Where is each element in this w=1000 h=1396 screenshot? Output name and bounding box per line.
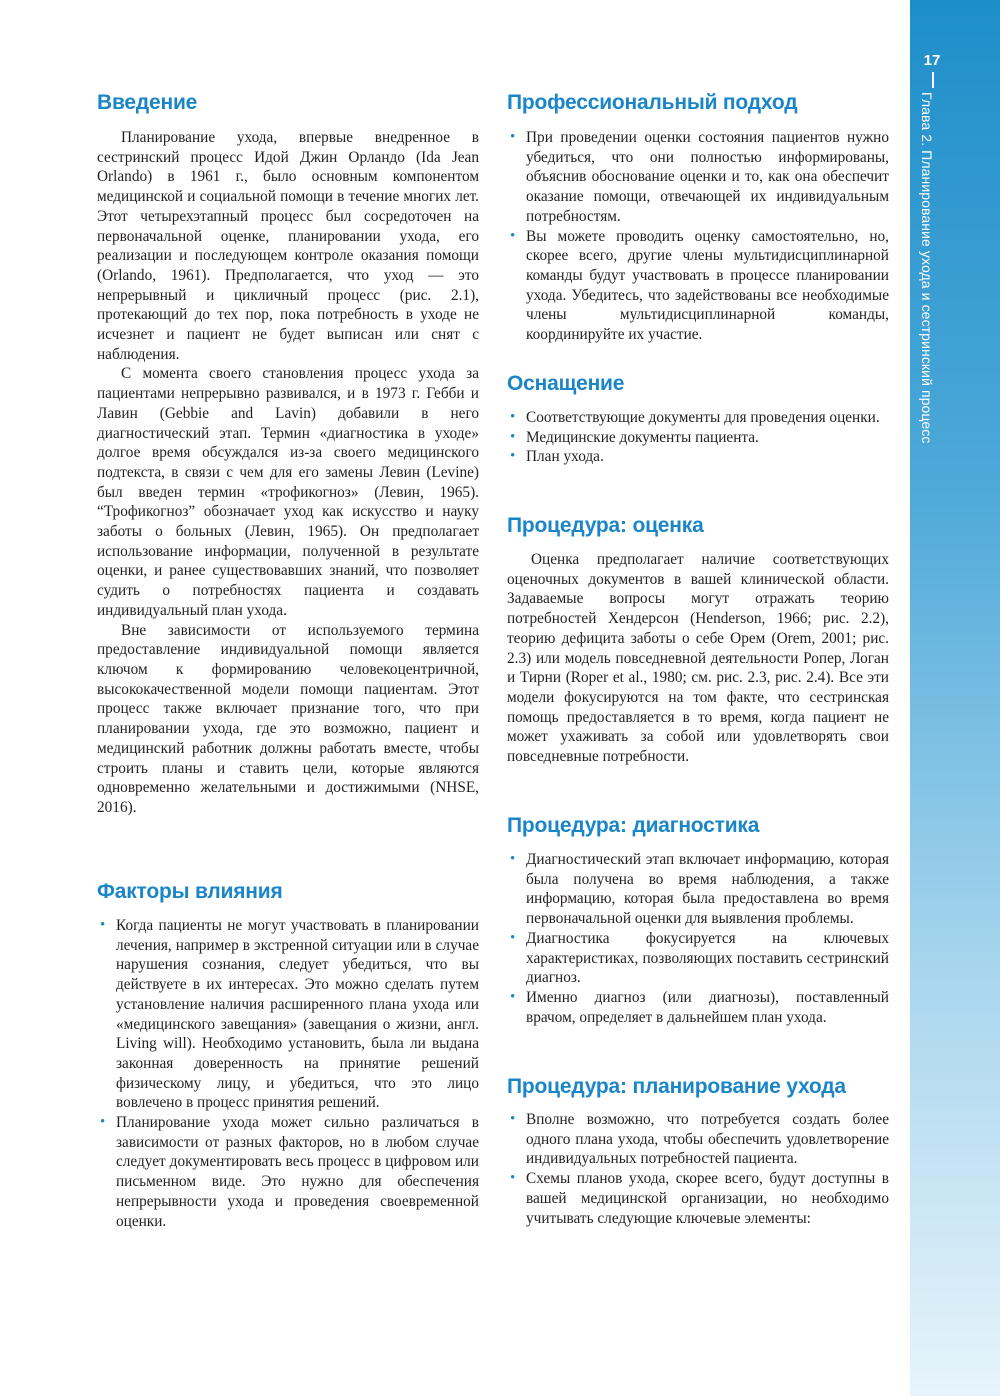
page-number-divider — [932, 72, 934, 88]
bullet-icon: • — [510, 227, 516, 244]
heading-assessment: Процедура: оценка — [507, 514, 704, 537]
introduction-text — [97, 128, 479, 818]
intro-paragraph-1: Планирование ухода, впервые внедренное в сестринский процесс Идой Джин Орландо (Ida Jean Orlando) в 1961 г., было основным компонентом медицинской и социальной помощи в течение многих лет. Этот четырехэтапный процесс был сосредоточен на первоначальной оценке, планировании ухода, его реализации и последующем контроле оказания помощи (Orlando, 1961). Предполагается, что уход — это непрерывный и цикличный процесс (рис. 2.1), протекающий до тех пор, пока потребность в уходе не исчезнет и пациент не будет выписан или снят с наблюдения. — [97, 129, 479, 363]
planning-list — [507, 1110, 889, 1228]
bullet-icon: • — [510, 988, 516, 1005]
heading-professional-approach: Профессиональный подход — [507, 91, 798, 114]
assessment-paragraph: Оценка предполагает наличие соответствующих оценочных документов в вашей клинической области. Задаваемые вопросы могут отражать теорию потребностей Хендерсон (Henderson, 1966; рис. 2.2), теорию дефицита заботы о себе Орем (Orem, 2001; рис. 2.3) или модель повседневной деятельности Ропер, Логан и Тирни (Roper et al., 1980; см. рис. 2.3, рис. 2.4). Все эти модели фокусируются на том факте, что сестринская помощь предоставляется в то время, когда пациент не может ухаживать за собой или удовлетворять свои повседневные потребности. — [507, 551, 889, 766]
list-item: • Соответствующие документы для проведения оценки. — [510, 409, 880, 426]
diagnostics-list — [507, 850, 889, 1027]
heading-care-planning: Процедура: планирование ухода — [507, 1075, 846, 1098]
list-item: • Планирование ухода может сильно различаться в зависимости от разных факторов, но в любом случае следует документировать весь процесс в цифровом или письменном виде. Это нужно для обеспечения непрерывности ухода и проведения своевременной оценки. — [100, 1114, 479, 1230]
heading-diagnostics: Процедура: диагностика — [507, 814, 760, 837]
list-item: • Именно диагноз (или диагнозы), поставленный врачом, определяет в дальнейшем план ухода. — [510, 988, 889, 1026]
bullet-icon: • — [510, 929, 516, 946]
heading-equipment: Оснащение — [507, 372, 625, 395]
bullet-icon: • — [510, 129, 516, 145]
bullet-icon: • — [100, 1114, 106, 1131]
page-number: 17 — [923, 52, 941, 69]
list-item: • Диагностика фокусируется на ключевых характеристиках, позволяющих поставить сестринский диагноз. — [510, 929, 889, 987]
professional-list — [507, 128, 889, 345]
heading-introduction: Введение — [97, 91, 198, 114]
list-item: • Схемы планов ухода, скорее всего, будут доступны в вашей медицинской организации, но необходимо учитывать следующие ключевые элементы: — [510, 1170, 889, 1227]
bullet-icon: • — [510, 1111, 516, 1127]
chapter-title: Глава 2. Планирование ухода и сестринский процесс — [919, 92, 935, 444]
bullet-icon: • — [100, 917, 106, 933]
list-item: • При проведении оценки состояния пациентов нужно убедиться, что они полностью информированы, объяснив обоснование оценки и то, как она обеспечит оказание помощи, отвечающей их индивидуальным потребностям. — [510, 129, 889, 225]
bullet-icon: • — [510, 1170, 516, 1187]
equipment-list — [507, 408, 889, 467]
heading-factors: Факторы влияния — [97, 880, 283, 903]
factors-list — [97, 916, 479, 1231]
bullet-icon: • — [510, 448, 516, 465]
list-item: • Медицинские документы пациента. — [510, 428, 759, 446]
list-item: • Вы можете проводить оценку самостоятельно, но, скорее всего, другие члены мультидисциплинарной команды будут участвовать в процессе планировании ухода. Убедитесь, что задействованы все необходимые члены мультидисциплинарной команды, координируйте их участие. — [510, 227, 889, 344]
intro-paragraph-2: С момента своего становления процесс ухода за пациентами непрерывно развивался, и в 1973 г. Гебби и Лавин (Gebbie and Lavin) добавили в него диагностический этап. Термин «диагностика в уходе» долгое время обсуждался из-за своего медицинского подтекста, в связи с чем для его замены Левин (Levine) был введен термин «трофикогноз» (Левин, 1965). “Трофикогноз” обозначает уход как искусство и науку заботы о больных (Левин, 1965). Он предполагает использование информации, полученной в результате оценки, и ранее существовавших знаний, что позволяет судить о потребностях пациента и создавать индивидуальный план ухода. — [97, 365, 479, 619]
list-item: • План ухода. — [510, 448, 604, 466]
intro-paragraph-3: Вне зависимости от используемого термина предоставление индивидуальной помощи является ключом к формированию человекоцентричной, высококачественной модели помощи пациентам. Этот процесс также включает признание того, что при планировании ухода, где это возможно, пациент и медицинский работник должны работать вместе, чтобы строить планы и ставить цели, которые являются одновременно желательными и достижимыми (NHSE, 2016). — [97, 621, 479, 816]
bullet-icon: • — [510, 409, 516, 425]
list-item: • Когда пациенты не могут участвовать в планировании лечения, например в экстренной ситуации или в случае нарушения сознания, следует убедиться, что вы действуете в их интересах. Это можно сделать путем установление наличия расширенного плана ухода или «медицинского завещания» (завещания о жизни, англ. Living will). Необходимо установить, была ли выдана законная доверенность на принятие решений физическому лицу, и убедиться, что это лицо вовлечено в процесс принятия решений. — [100, 917, 479, 1112]
bullet-icon: • — [510, 851, 516, 867]
list-item: • Вполне возможно, что потребуется создать более одного плана ухода, чтобы обеспечить удовлетворение индивидуальных потребностей пациента. — [510, 1111, 889, 1168]
list-item: • Диагностический этап включает информацию, которая была получена во время наблюдения, а также информацию, которая была предоставлена во время первоначальной оценки для выявления проблемы. — [510, 851, 889, 928]
assessment-text — [507, 550, 889, 767]
bullet-icon: • — [510, 428, 516, 445]
